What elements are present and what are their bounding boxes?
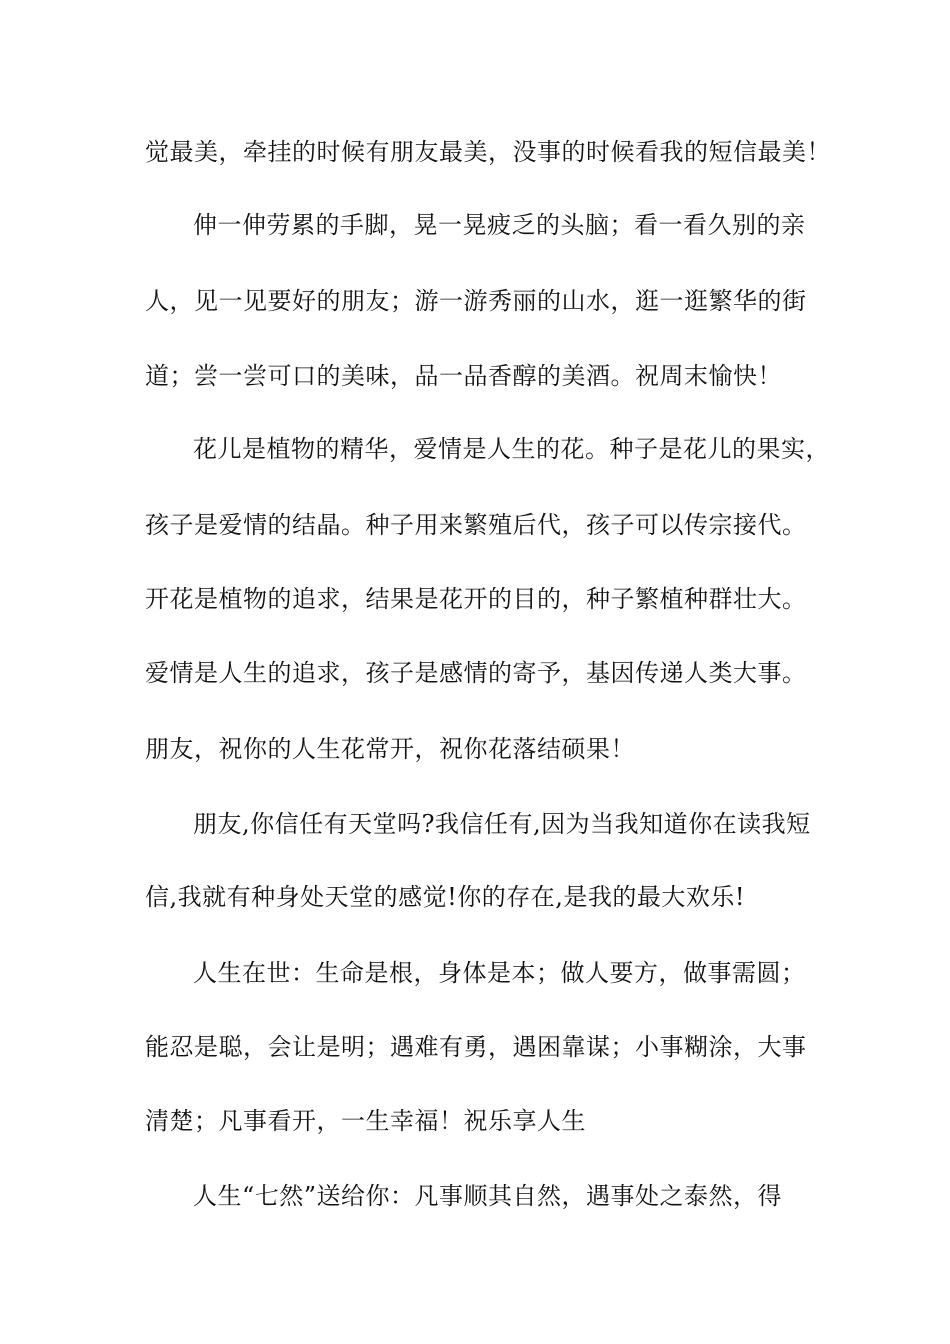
text-line: 人生在世：生命是根，身体是本；做人要方，做事需圆； bbox=[193, 959, 806, 987]
text-line: 朋友,你信任有天堂吗?我信任有,因为当我知道你在读我短 bbox=[193, 810, 811, 838]
text-line: 朋友，祝你的人生花常开，祝你花落结硕果！ bbox=[145, 735, 635, 763]
text-line: 爱情是人生的追求，孩子是感情的寄予，基因传递人类大事。 bbox=[145, 659, 807, 687]
text-line: 花儿是植物的精华，爱情是人生的花。种子是花儿的果实， bbox=[193, 435, 830, 463]
text-line: 觉最美，牵挂的时候有朋友最美，没事的时候看我的短信最美！ bbox=[145, 138, 831, 166]
text-line: 开花是植物的追求，结果是花开的目的，种子繁植种群壮大。 bbox=[145, 585, 807, 613]
text-line: 清楚；凡事看开，一生幸福！祝乐享人生 bbox=[145, 1107, 586, 1135]
text-line: 人生“七然”送给你：凡事顺其自然，遇事处之泰然，得 bbox=[193, 1182, 783, 1210]
text-line: 道；尝一尝可口的美味，品一品香醇的美酒。祝周末愉快！ bbox=[145, 362, 782, 390]
text-line: 能忍是聪，会让是明；遇难有勇，遇困靠谋；小事糊涂，大事 bbox=[145, 1033, 807, 1061]
text-line: 人，见一见要好的朋友；游一游秀丽的山水，逛一逛繁华的街 bbox=[145, 287, 807, 315]
text-line: 伸一伸劳累的手脚，晃一晃疲乏的头脑；看一看久别的亲 bbox=[193, 211, 806, 239]
text-line: 孩子是爱情的结晶。种子用来繁殖后代，孩子可以传宗接代。 bbox=[145, 511, 807, 539]
text-line: 信,我就有种身处天堂的感觉!你的存在,是我的最大欢乐! bbox=[145, 883, 746, 911]
